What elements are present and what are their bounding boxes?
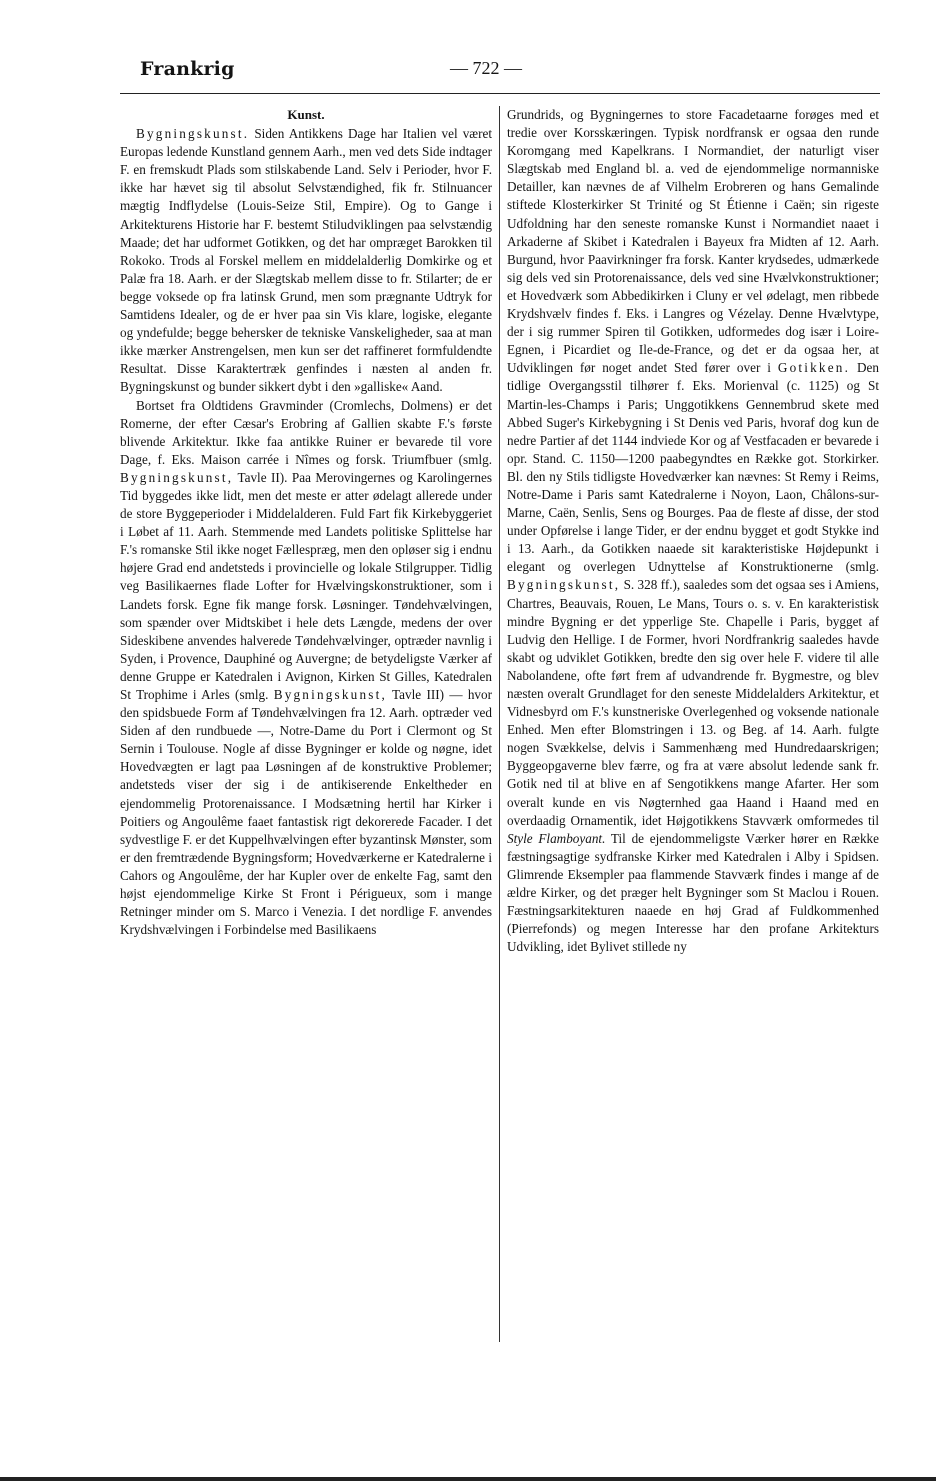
- term: Bygningskunst,: [120, 469, 234, 485]
- paragraph-text: Tavle II). Paa Merovingernes og Karolingernes Tid byggedes ikke lidt, men det meste er atter ødelagt allerede under de store Byggeperioder i Middelalderen. Fuld Fart fik Kirkebyggeriet i Løbet af 11. Aarh. Stemmende med Landets politiske Splittelse har F.'s romanske Stil ikke noget Fællespræg, men den opløser sig i endnu højere Grad end andetsteds i provincielle og lokale Stilgrupper. Tidlig veg Basilikaernes flade Lofter for Hvælvingskonstruktioner, som i Landets forsk. Egne fik mange forsk. Løsninger. Tøndehvælvingen, som spænder over Midtskibet i hele dets Længde, medens der over Sideskibene anvendes halverede Tøndehvælvinger, optræder navnlig i Syden, i Provence, Dauphiné og Auvergne; de betydeligste Værker af denne Gruppe er Katedralen i Avignon, Kirken St Gilles, Katedralen St Trophime i Arles (smlg.: [120, 469, 492, 702]
- term: Bygningskunst,: [507, 577, 621, 593]
- right-column: [507, 106, 879, 1346]
- left-column: [120, 106, 492, 1346]
- paragraph-text: Siden Antikkens Dage har Italien vel været Europas ledende Kunstland gennem Aarh., men ved dets Side indtager F. en fremskudt Plads som stilskabende Land. Selv i Perioder, hvor F. ikke har hævet sig til absolut Selvstændighed, fik fr. Stilnuancer mægtig Indflydelse (Louis-Seize Stil, Empire). Og to Gange i Arkitekturens Historie har F. bestemt Stiludviklingen paa selvstændig Maade; det har udformet Gotikken, og det har ompræget Barokken til Rokoko. Trods al Forskel mellem en middelalderlig Domkirke og et Palæ fra 18. Aarh. er der Slægtskab mellem disse to fr. Stilarter; de er begge voksede op fra latinsk Grund, men som prægnante Udtryk for Samtidens Idealer, og de er hver paa sin Vis klare, logiske, elegante og yndefulde; begge behersker de tekniske Vanskeligheder, saa at man ikke mærker Anstrengelsen, men kun ser det raffineret formfuldendte Resultat. Disse Karaktertræk genfindes i næsten al anden fr. Bygningskunst og bunder sikkert dybt i den »galliske« Aand.: [120, 126, 492, 395]
- term: Gotikken.: [777, 360, 851, 376]
- paragraph-text: S. 328 ff.), saaledes som det ogsaa ses i Amiens, Chartres, Beauvais, Rouen, Le Mans, Tours o. s. v. En karakteristisk mindre Bygning er det ypperlige Ste. Chapelle i Paris, bygget af Ludvig den Hellige. I de Former, hvori Nordfrankrig saaledes havde skabt og udviklet Gotikken, bredte den sig over hele F. videre til alle Nabolandene, ofte ført frem af udvandrende fr. Bygmestre, og blev næsten overalt Grundlaget for den seneste Middelalders Arkitektur, et Vidnesbyrd om F.'s kunstneriske Overlegenhed og voksende nationale Enhed. Men efter Blomstringen i 13. og Beg. af 14. Aarh. fulgte nogen Svækkelse, delvis i Sammenhæng med Hundredaarskrigen; Byggeopgaverne blev færre, og fra at være absolut ledende sank fr. Gotik ned til at blive en af Sengotikkens mange Afarter. Her som overalt kunde en vis Nøgternhed gaa Haand i Haand med en overdaadig Ornamentik, idet Højgotikkens Stavværk omformedes til: [507, 577, 879, 828]
- page-number: — 722 —: [450, 58, 522, 78]
- paragraph-text: Bortset fra Oldtidens Gravminder (Cromlechs, Dolmens) er det Romerne, der efter Cæsar's Erobring af Gallien skabte F.'s første blivende Arkitektur. Ikke faa antikke Ruiner er bevarede til vore Dage, f. Eks. Maison carrée i Nîmes og forsk. Triumfbuer (smlg.: [120, 397, 492, 467]
- paragraph-text: Tavle III) — hvor den spidsbuede Form af Tøndehvælvingen fra 12. Aarh. optræder ved Siden af den rundbuede —, Notre-Dame du Port i Clermont og St Sernin i Toulouse. Nogle af disse Bygninger er kolde og nøgne, idet Hovedvægten er lagt paa Løsningen af de konstruktive Problemer; andetsteds viser der sig i de antikiserende Enkeltheder en ejendommelig Protorenaissance. I Modsætning hertil har Kirker i Poitiers og Angoulême faaet fantastisk rigt dekorerede Facader. I det sydvestlige F. er det Kuppelhvælvingen efter byzantinsk Mønster, som er den fremtrædende Bygningsform; Hovedværkerne er Katedralerne i Cahors og Angoulême, der har Kupler over de enkelte Fag, samt den højst ejendommelige Kirke St Front i Périgueux, som i mange Retninger minder om S. Marco i Venezia. I det nordlige F. anvendes Krydshvælvingen i Forbindelse med Basilikaens: [120, 687, 492, 938]
- column-divider: [499, 106, 500, 1342]
- column-heading: Kunst.: [287, 107, 325, 122]
- term: Bygningskunst.: [136, 126, 250, 142]
- paragraph: [120, 397, 492, 940]
- paragraph: [120, 125, 492, 396]
- paragraph-text: Den tidlige Overgangsstil tilhører f. Eks. Morienval (c. 1125) og St Martin-les-Champs i Paris; Unggotikkens Gennembrud skete med Abbed Suger's Kirkebygning i St Denis ved Paris, hvoraf dog kun de nedre Partier af det 1144 indviede Kor og af Vestfacaden er bevarede i opr. Stand. C. 1150—1200 paabegyndtes en Række got. Storkirker. Bl. den ny Stils tidligste Hovedværker kan nævnes: St Remy i Reims, Notre-Dame i Paris samt Katedralerne i Noyon, Laon, Châlons-sur-Marne, Caën, Senlis, Sens og Bourges. Paa de fleste af disse, der stod under Opførelse i lange Tider, er der endnu bygget et godt Stykke ind i 13. Aarh., da Gotikken naaede sit karakteristiske Højdepunkt i elegant og overlegen Udnyttelse af Konstruktionerne (smlg.: [507, 360, 879, 575]
- page-header: [120, 54, 880, 86]
- paragraph: [507, 106, 879, 956]
- paragraph-text: Grundrids, og Bygningernes to store Facadetaarne forøges med et tredie over Korsskæringen. Typisk nordfransk er ogsaa den runde Koromgang med Kapelkrans. I Normandiet, der naturligt viser Slægtskab med England bl. a. ved de ejendommelige normanniske Detailler, kan nævnes de af Vilhelm Erobreren og hans Gemalinde stiftede Klosterkirker St Trinité og St Étienne i Caën; sin rigeste Udfoldning har den seneste romanske Kunst i Normandiet naaet i Arkaderne af Skibet i Katedralen i Bayeux fra Midten af 12. Aarh. Burgund, hvor Paavirkninger fra forsk. Kanter krydsedes, udmærkede sig dels ved sin Protorenaissance, dels ved sine Hvælvkonstruktioner; et Hovedværk som Abbedikirken i Cluny er vel ødelagt, men ribbede Krydshvælv findes f. Eks. i Langres og Vézelay. Denne Hvælvtype, der i sig rummer Spiren til Gotikken, udformedes dog især i Loire-Egnen, i Picardiet og Ile-de-France, og det er da ogsaa her, at Udviklingen før noget andet Sted fører over i: [507, 107, 879, 376]
- scan-edge: [0, 1477, 936, 1481]
- section-title: Frankrig: [140, 58, 235, 80]
- header-rule: [120, 93, 880, 94]
- paragraph-text: Til de ejendommeligste Værker hører en Række fæstningsagtige sydfranske Kirker med Katedralen i Alby i Spidsen. Glimrende Eksempler paa flammende Stavværk findes i mange af de ældre Kirker, og det præger helt Bygninger som St Maclou i Rouen. Fæstningsarkitekturen naaede en høj Grad af Fuldkommenhed (Pierrefonds) og megen Interesse har den profane Arkitekturs Udvikling, idet Bylivet stillede ny: [507, 830, 879, 955]
- italic-term: Style Flamboyant.: [507, 830, 606, 846]
- term: Bygningskunst,: [273, 687, 387, 702]
